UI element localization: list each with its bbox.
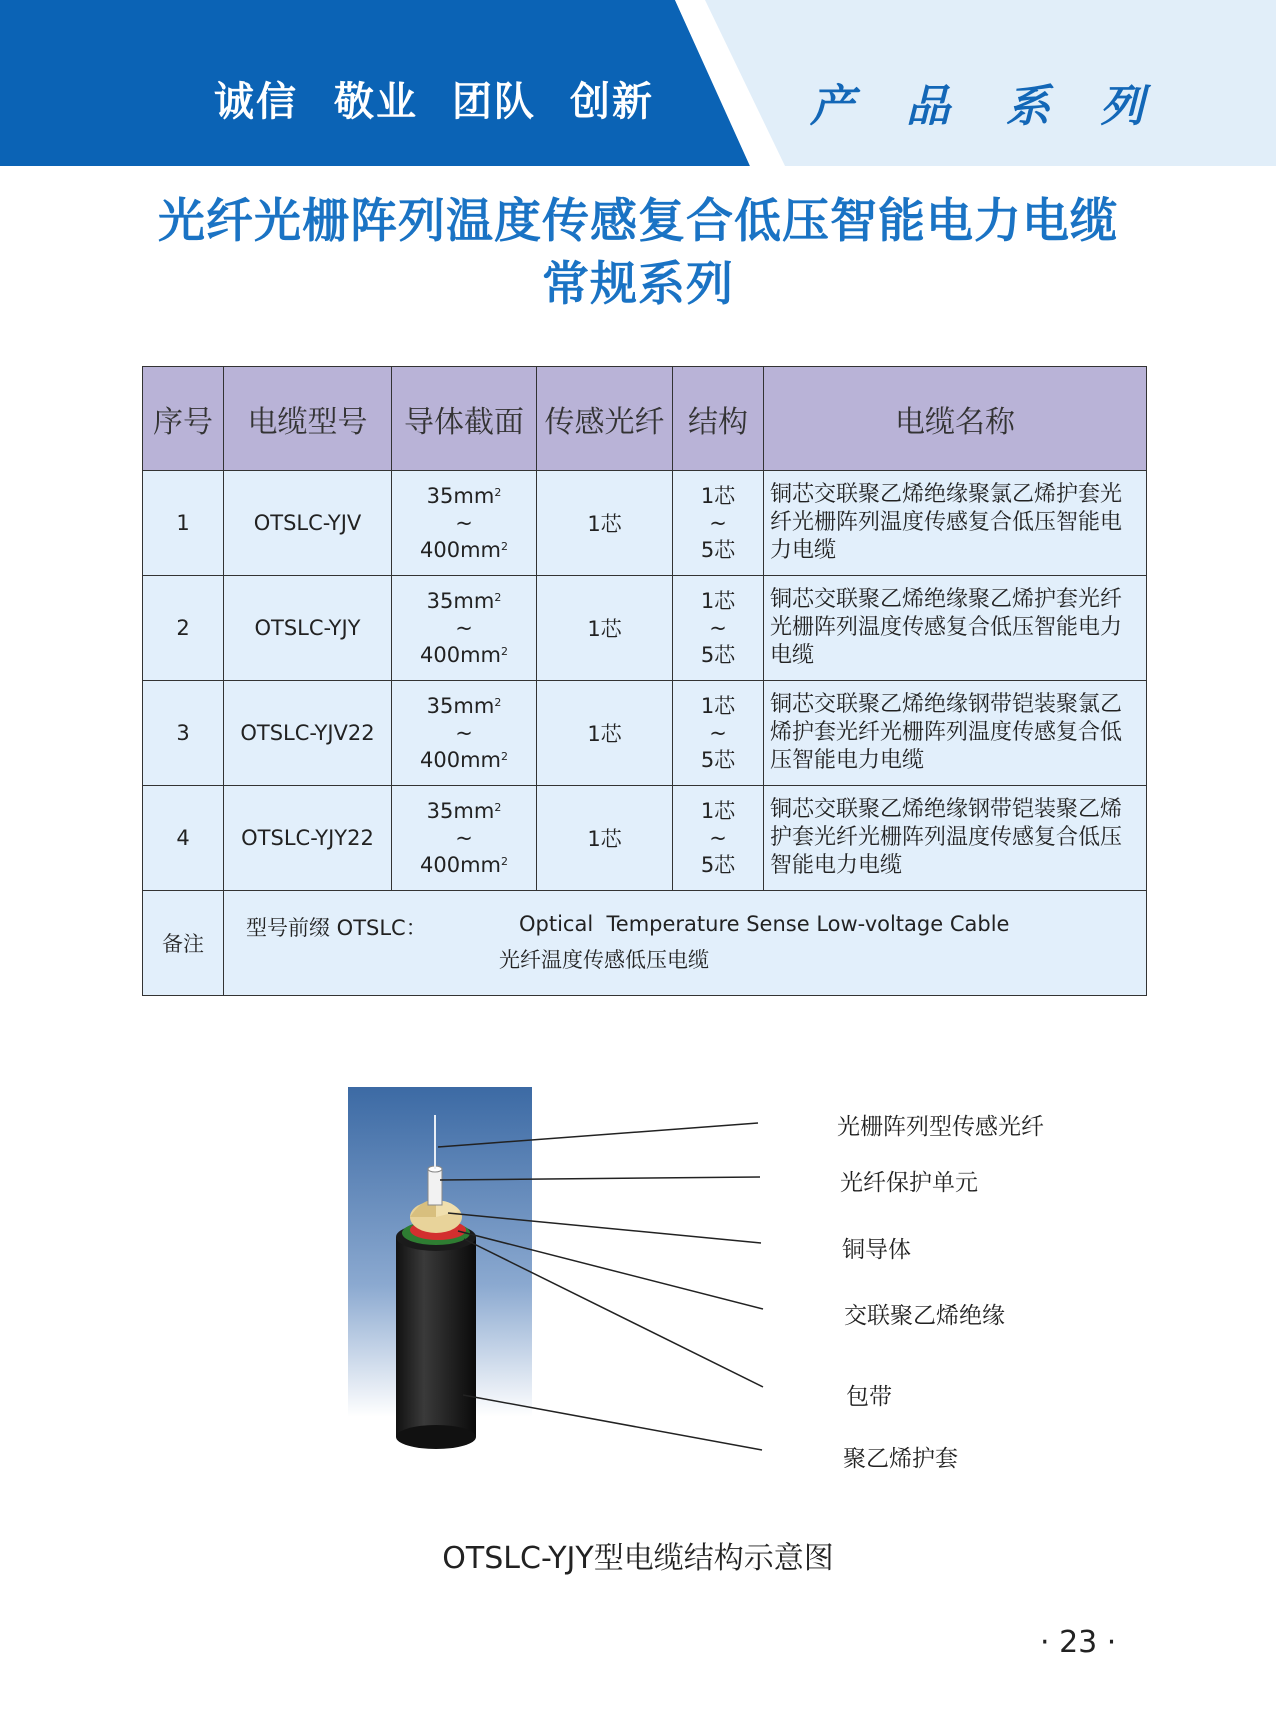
conductor-section: $35mm^2$ ~ $400mm^2$ [392,576,537,681]
structure: 1芯 ~ 5芯 [673,576,764,681]
note-english: Optical Temperature Sense Low-voltage Cable [519,912,1010,936]
col-header: 电缆名称 [764,367,1147,471]
series-char: 列 [1100,81,1144,132]
conductor-section: $35mm^2$ ~ $400mm^2$ [392,681,537,786]
jacket-bottom [396,1425,476,1449]
cable-name: 铜芯交联聚乙烯绝缘钢带铠装聚氯乙烯护套光纤光栅阵列温度传感复合低压智能电力电缆 [764,681,1147,786]
spec-table [142,366,1147,996]
series-char: 系 [1006,81,1050,132]
sensing-fiber: 1芯 [537,786,673,891]
cable-name: 铜芯交联聚乙烯绝缘聚氯乙烯护套光纤光栅阵列温度传感复合低压智能电力电缆 [764,471,1147,576]
motto-word: 诚信 [214,79,298,125]
sensing-fiber: 1芯 [537,471,673,576]
callout-label: 包带 [846,1384,892,1410]
col-header: 电缆型号 [224,367,392,471]
cable-model: OTSLC-YJY [224,576,392,681]
row-number: 2 [143,576,224,681]
col-header: 结构 [673,367,764,471]
cable-name: 铜芯交联聚乙烯绝缘钢带铠装聚乙烯护套光纤光栅阵列温度传感复合低压智能电力电缆 [764,786,1147,891]
page-number: · 23 · [1040,1625,1117,1660]
motto-word: 敬业 [334,79,418,125]
cable-name: 铜芯交联聚乙烯绝缘聚乙烯护套光纤光栅阵列温度传感复合低压智能电力电缆 [764,576,1147,681]
callout-label: 交联聚乙烯绝缘 [844,1303,1005,1329]
callout-label: 铜导体 [842,1237,911,1263]
col-header: 导体截面 [392,367,537,471]
col-header: 序号 [143,367,224,471]
cable-diagram [348,1087,1088,1487]
series-char: 产 [810,81,854,132]
structure: 1芯 ~ 5芯 [673,471,764,576]
note-row [143,891,1147,996]
conductor-section: $35mm^2$ ~ $400mm^2$ [392,786,537,891]
table-row [143,576,1147,681]
cable-model: OTSLC-YJV [224,471,392,576]
sensing-fiber: 1芯 [537,681,673,786]
page-subtitle: 常规系列 [542,257,734,312]
cable-model: OTSLC-YJV22 [224,681,392,786]
structure: 1芯 ~ 5芯 [673,681,764,786]
table-row [143,786,1147,891]
structure: 1芯 ~ 5芯 [673,786,764,891]
jacket-body [396,1237,476,1437]
table-row [143,471,1147,576]
diagram-caption: OTSLC-YJY型电缆结构示意图 [442,1541,834,1576]
motto-word: 创新 [570,79,654,125]
series-char: 品 [906,81,950,132]
row-number: 3 [143,681,224,786]
note-prefix: 型号前缀 OTSLC： [246,916,427,940]
conductor-section: $35mm^2$ ~ $400mm^2$ [392,471,537,576]
note-content [224,891,1147,996]
motto-word: 团队 [452,79,536,125]
table-row [143,681,1147,786]
page-title: 光纤光栅阵列温度传感复合低压智能电力电缆 [158,194,1118,249]
row-number: 1 [143,471,224,576]
sensing-fiber: 1芯 [537,576,673,681]
callout-label: 聚乙烯护套 [843,1446,958,1472]
leader-line [463,1395,762,1450]
fiber-protection-unit [428,1169,442,1205]
note-label: 备注 [143,891,224,996]
callout-label: 光栅阵列型传感光纤 [837,1114,1044,1140]
cable-model: OTSLC-YJY22 [224,786,392,891]
table-header-row [143,367,1147,471]
note-chinese: 光纤温度传感低压电缆 [499,948,709,972]
callout-label: 光纤保护单元 [840,1170,978,1196]
row-number: 4 [143,786,224,891]
col-header: 传感光纤 [537,367,673,471]
